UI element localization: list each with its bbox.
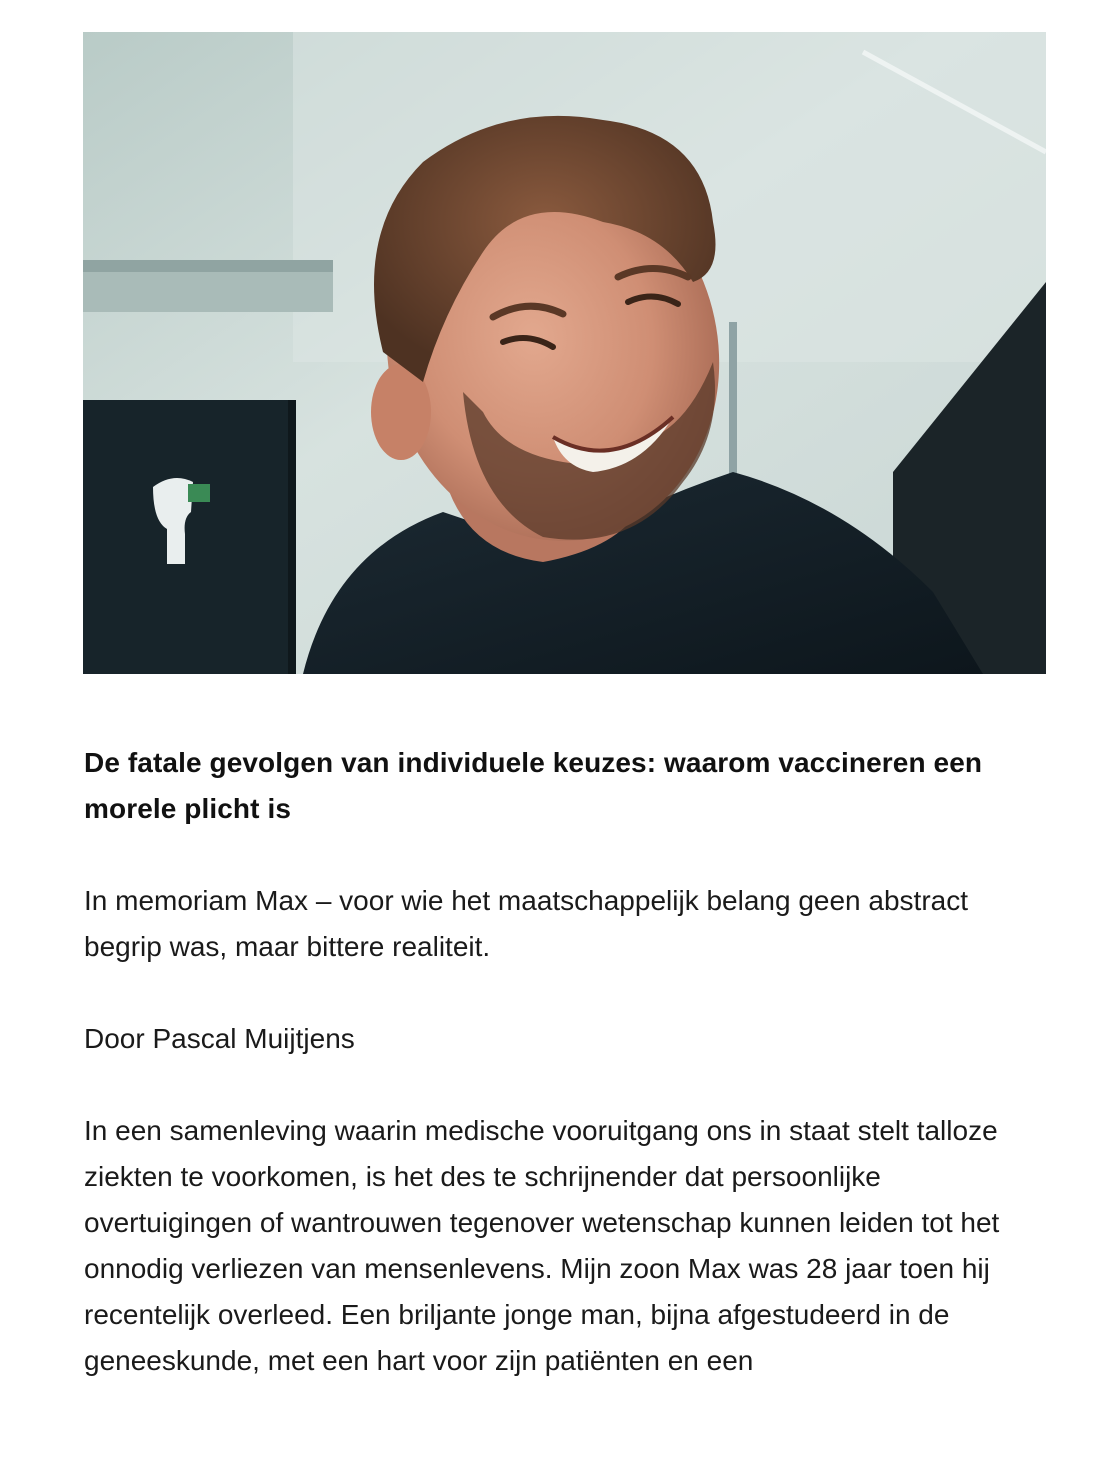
article-photo xyxy=(83,32,1046,674)
article-intro: In memoriam Max – voor wie het maatschappelijk belang geen abstract begrip was, maar bittere realiteit. xyxy=(84,885,968,962)
article xyxy=(84,740,1044,1384)
portrait-image xyxy=(83,32,1046,674)
article-headline: De fatale gevolgen van individuele keuzes: waarom vaccineren een morele plicht is xyxy=(84,747,983,824)
article-byline: Door Pascal Muijtjens xyxy=(84,1023,355,1054)
article-body: In een samenleving waarin medische vooruitgang ons in staat stelt talloze ziekten te voorkomen, is het des te schrijnender dat persoonlijke overtuigingen of wantrouwen tegenover wetenschap kunnen leiden tot het onnodig verliezen van mensenlevens. Mijn zoon Max was 28 jaar toen hij recentelijk overleed. Een briljante jonge man, bijna afgestudeerd in de geneeskunde, met een hart voor zijn patiënten en een xyxy=(84,1115,1000,1376)
